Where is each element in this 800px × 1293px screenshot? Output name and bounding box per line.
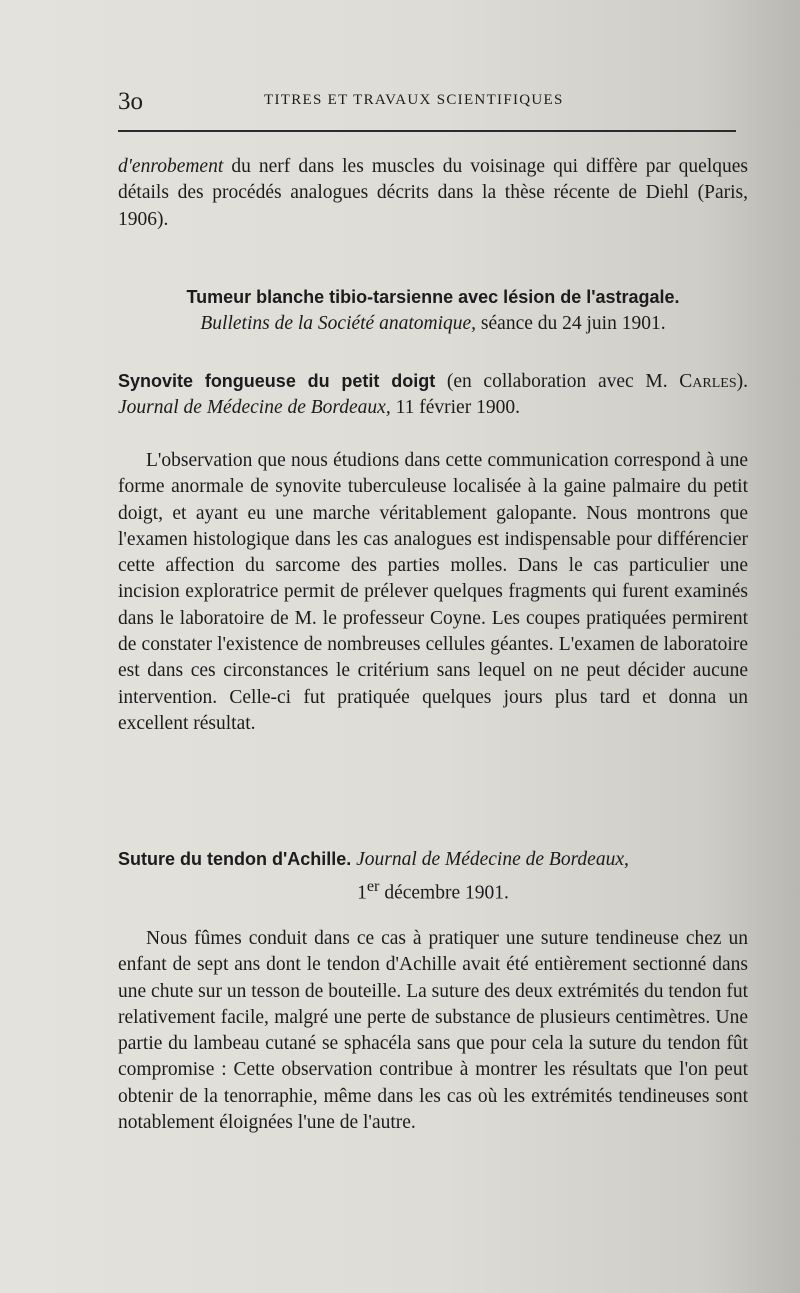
- collaboration-end: ).: [736, 371, 748, 392]
- running-title: TITRES ET TRAVAUX SCIENTIFIQUES: [264, 92, 564, 108]
- entry-date: 11 février 1900.: [390, 397, 520, 419]
- running-head: [118, 88, 738, 118]
- date-day: 1: [357, 882, 367, 904]
- journal-name: Journal de Médecine de Bordeaux,: [118, 397, 391, 419]
- entry-title: Synovite fongueuse du petit doigt: [118, 371, 436, 391]
- suture-description: [118, 926, 748, 1136]
- journal-name: Bulletins de la Société anatomique,: [200, 313, 477, 335]
- entry-date: séance du 24 juin 1901.: [476, 313, 666, 335]
- entry-suture-achille: [118, 846, 748, 907]
- entry-synovite: [118, 368, 748, 422]
- paragraph-body: du nerf dans les muscles du voisinage qui diffère par quelques détails des procédés analogues décrits dans la thèse récente de Diehl (Paris, 1906).: [118, 156, 748, 230]
- entry-date-line: [118, 873, 748, 907]
- entry-date: décembre 1901.: [379, 882, 509, 904]
- entry-tumeur-blanche: [118, 284, 748, 338]
- entry-reference: [118, 311, 748, 337]
- continued-paragraph: [118, 154, 748, 233]
- journal-name: Journal de Médecine de Bordeaux,: [356, 849, 629, 870]
- synovite-description: [118, 448, 748, 737]
- header-rule: [118, 130, 736, 132]
- entry-title: Tumeur blanche tibio-tarsienne avec lésion de l'astragale.: [186, 287, 680, 307]
- collaborator-name: Carles: [679, 371, 737, 392]
- entry-heading: [118, 846, 748, 873]
- collaboration-text: (en collaboration avec M.: [435, 371, 680, 392]
- paragraph-text: [118, 154, 748, 233]
- entry-heading: [118, 284, 748, 311]
- emphasis-term: d'enrobement: [118, 156, 224, 177]
- paragraph-text: Nous fûmes conduit dans ce cas à pratiquer une suture tendineuse chez un enfant de sept ans dont le tendon d'Achille avait été entièrement sectionné dans une chute sur un tesson de bouteille. La suture des deux extrémités du tendon fut relativement facile, malgré une perte de substance de plusieurs centimètres. Une partie du lambeau cutané se sphacéla sans que pour cela la suture du tendon fût compromise : Cette observation contribue à montrer les résultats que l'on peut obtenir de la tenorraphie, même dans les cas où les extrémités tendineuses sont notablement éloignées l'une de l'autre.: [118, 928, 748, 1134]
- paragraph-text: L'observation que nous étudions dans cette communication correspond à une forme anormale de synovite tuberculeuse localisée à la gaine palmaire du petit doigt, et ayant eu une marche véritablement galopante. Nous montrons que l'examen histologique dans les cas analogues est indispensable pour différencier cette affection du sarcome des parties molles. Dans le cas particulier une incision exploratrice permit de prélever quelques fragments qui furent examinés dans le laboratoire de M. le professeur Coyne. Les coupes pratiquées permirent de constater l'existence de nombreuses cellules géantes. L'examen de laboratoire est dans ces circonstances le critérium sans lequel on ne peut décider aucune intervention. Celle-ci fut pratiquée quelques jours plus tard et donna un excellent résultat.: [118, 450, 748, 734]
- date-ordinal: er: [366, 877, 380, 896]
- entry-heading: [118, 368, 748, 422]
- page-number: 3o: [118, 88, 143, 115]
- entry-title: Suture du tendon d'Achille.: [118, 849, 352, 869]
